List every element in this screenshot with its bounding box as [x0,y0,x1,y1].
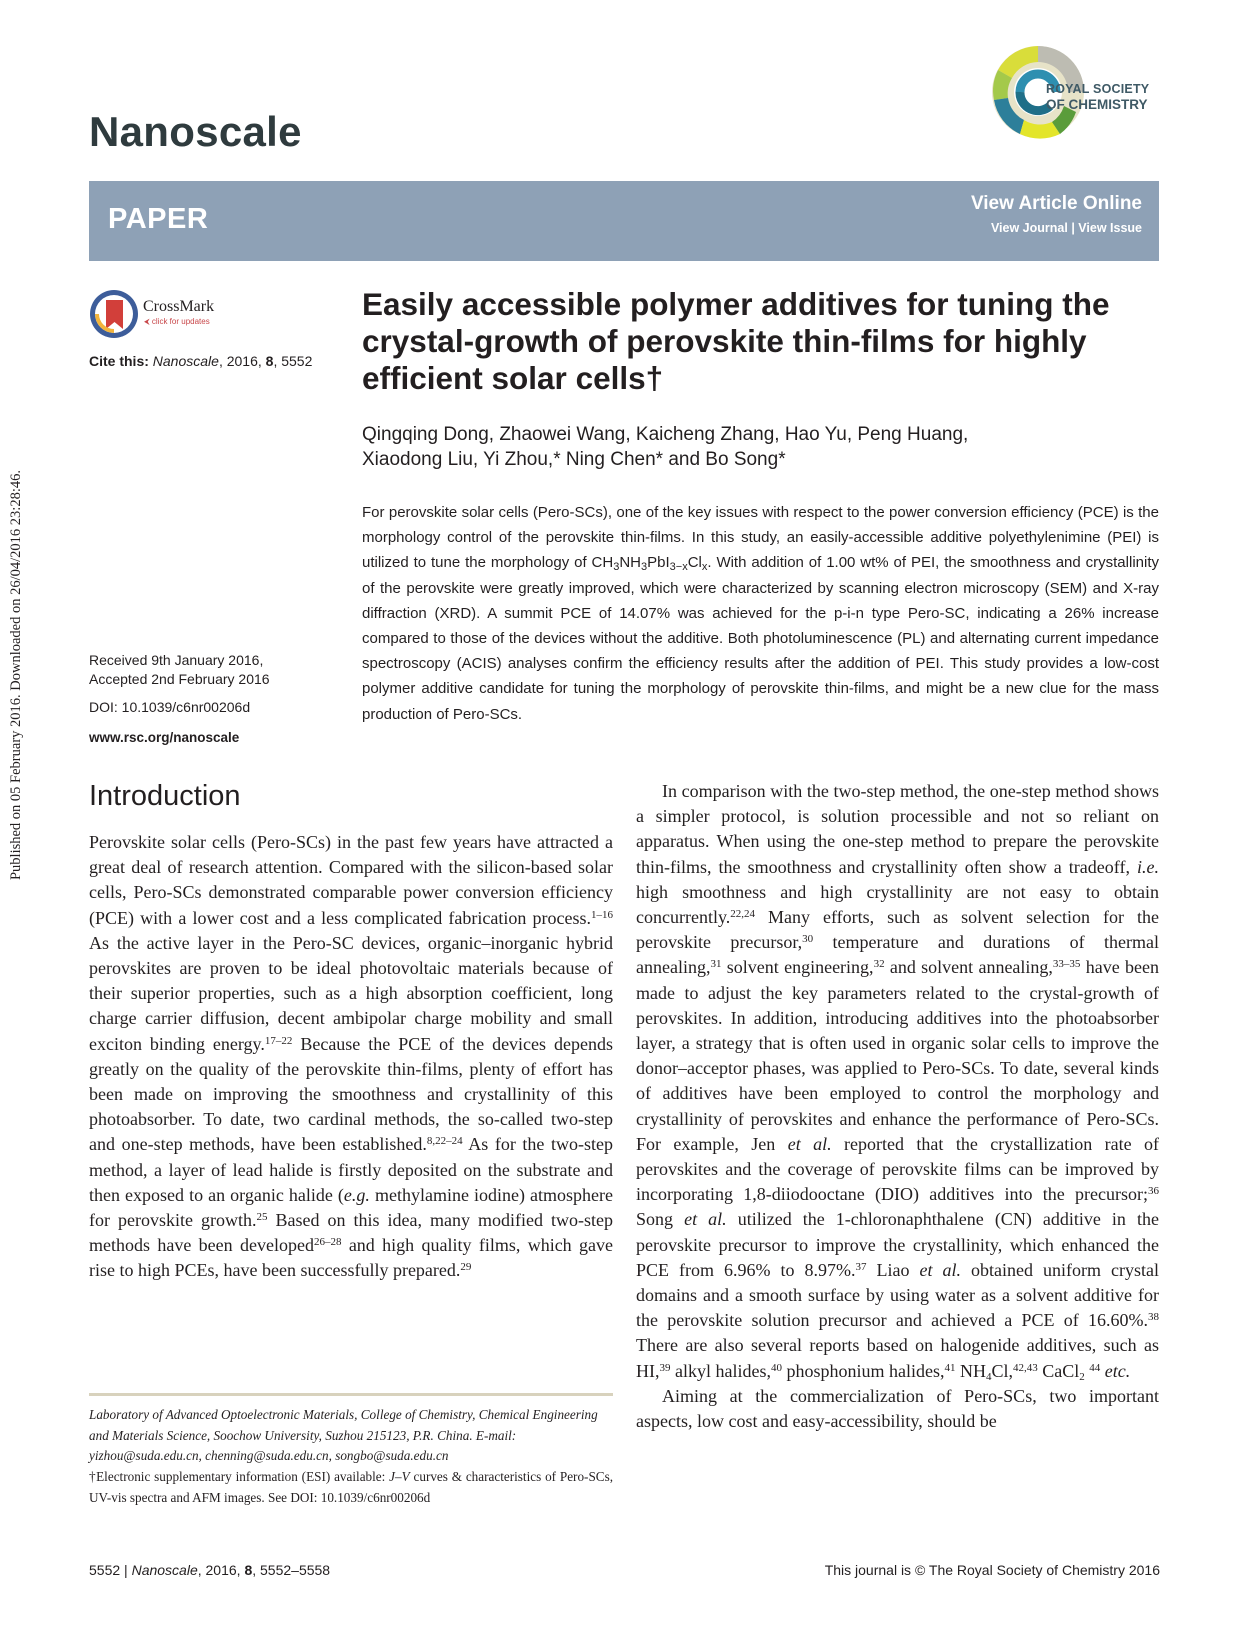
section-heading-introduction: Introduction [89,780,241,812]
article-type: PAPER [108,203,209,235]
view-article-online-link[interactable]: View Article Online [970,193,1142,214]
download-note: Published on 05 February 2016. Downloaded on 26/04/2016 23:28:46. [8,470,24,881]
received-dates [89,651,270,689]
rsc-logo-text [1046,82,1149,112]
abstract: For perovskite solar cells (Pero-SCs), one of the key issues with respect to the power conversion efficiency (PCE) is the morphology control of the perovskite thin-films. In this study, an easily-accessible additive polyethylenimine (PEI) is utilized to tune the morphology of $CH_3NH_3PbI_{3-x}Cl_x$. With addition of 1.00 wt% of PEI, the smoothness and crystallinity of the perovskite were greatly improved, which were characterized by scanning electron microscopy (SEM) and X-ray diffraction (XRD). A summit PCE of 14.07% was achieved for the p-i-n type Pero-SC, indicating a 26% increase compared to those of the devices without the additive. Both photoluminescence (PL) and alternating current impedance spectroscopy (ACIS) analyses confirm the efficiency results after the addition of PEI. This study provides a low-cost polymer additive candidate for tuning the morphology of perovskite thin-films, and might be a new clue for the mass production of Pero-SCs. [362,504,1159,723]
crossmark-label[interactable]: CrossMark [143,298,215,315]
paragraph: In comparison with the two-step method, the one-step method shows a simpler protocol, is solution processible and not so reliant on apparatus. When using the one-step method to prepare the perovskite thin-films, the smoothness and crystallinity often show a tradeoff, i.e. high smoothness and high crystallinity are not easy to obtain concurrently.$^{22,24}$ Many efforts, such as solvent selection for the perovskite precursor,$^{30}$ temperature and durations of thermal annealing,$^{31}$ solvent engineering,$^{32}$ and solvent annealing,$^{33-35}$ have been made to adjust the key parameters related to the crystal-growth of perovskites. In addition, introducing additives into the photoabsorber layer, a strategy that is often used in organic solar cells to improve the donor–acceptor phases, was applied to Pero-SCs. To date, several kinds of additives have been employed to control the morphology and crystallinity of perovskites and enhance the performance of Pero-SCs. For example, Jen et al. reported that the crystallization rate of perovskites and the coverage of perovskite films can be improved by incorporating 1,8-diiodooctane (DIO) additives into the precursor;$^{36}$ Song et al. utilized the 1-chloronaphthalene (CN) additive in the perovskite precursor to improve the crystallinity, which enhanced the PCE from 6.96% to 8.97%.$^{37}$ Liao et al. obtained uniform crystal domains and a smooth surface by using water as a solvent additive for the perovskite solution precursor and achieved a PCE of 16.60%.$^{38}$ There are also several reports based on halogenide additives, such as HI,$^{39}$ alkyl halides,$^{40}$ phosphonium halides,$^{41}$ $NH_4Cl,^{42,43}$ CaCl$_2$ $^{44}$ etc. [636,781,1159,1383]
citation-line: Cite this: Nanoscale, 2016, 8, 5552 [89,353,313,369]
body-column-right [636,779,1159,1434]
authors-line-2: Xiaodong Liu, Yi Zhou,* Ning Chen* and Bo Song* [362,449,786,470]
rsc-logo-line2: OF CHEMISTRY [1046,97,1148,112]
rsc-logo-line1: ROYAL SOCIETY [1046,82,1150,96]
banner-links [991,221,1142,235]
copyright-notice: This journal is © The Royal Society of Chemistry 2016 [824,1562,1160,1578]
accepted-date: Accepted 2nd February 2016 [89,671,270,687]
link-separator: | [1071,221,1075,235]
footnote-divider [89,1393,613,1396]
affiliation: Laboratory of Advanced Optoelectronic Materials, College of Chemistry, Chemical Engineering and Materials Science, Soochow University, Suzhou 215123, P.R. China. E-mail: yizhou@suda.edu.cn, chenning@suda.edu.cn, songbo@suda.edu.cn [89,1407,598,1463]
doi[interactable]: DOI: 10.1039/c6nr00206d [89,699,251,715]
paragraph: Perovskite solar cells (Pero-SCs) in the past few years have attracted a great deal of research attention. Compared with the silicon-based solar cells, Pero-SCs demonstrated comparable power conversion efficiency (PCE) with a lower cost and a less complicated fabrication process.$^{1-16}$ As the active layer in the Pero-SC devices, organic–inorganic hybrid perovskites are proven to be ideal photovoltaic materials because of their superior properties, such as a high absorption coefficient, long charge carrier diffusion, decent ambipolar charge mobility and small exciton binding energy.$^{17-22}$ Because the PCE of the devices depends greatly on the quality of the perovskite thin-films, plenty of effort has been made on improving the smoothness and crystallinity of this photoabsorber. To date, two cardinal methods, the so-called two-step and one-step methods, have been established.$^{8,22-24}$ As for the two-step method, a layer of lead halide is firstly deposited on the substrate and then exposed to an organic halide (e.g. methylamine iodine) atmosphere for perovskite growth.$^{25}$ Based on this idea, many modified two-step methods have been developed$^{26-28}$ and high quality films, which gave rise to high PCEs, have been successfully prepared.$^{29}$ [89,832,614,1281]
journal-url-link[interactable]: www.rsc.org/nanoscale [89,730,240,745]
crossmark-icon[interactable] [89,289,139,339]
body-column-left [89,830,613,1284]
esi-footnote: †Electronic supplementary information (ESI) available: J–V curves & characteristics of Pero-SCs, UV-vis spectra and AFM images. See DOI: 10.1039/c6nr00206d [89,1469,613,1505]
page-footer-left: 5552 | Nanoscale, 2016, 8, 5552–5558 [89,1562,331,1578]
received-date: Received 9th January 2016, [89,652,264,668]
journal-title: Nanoscale [89,108,302,155]
view-issue-link[interactable]: View Issue [1078,221,1142,235]
authors-line-1: Qingqing Dong, Zhaowei Wang, Kaicheng Zhang, Hao Yu, Peng Huang, [362,424,969,445]
article-title: Easily accessible polymer additives for tuning the crystal-growth of perovskite thin-films for highly efficient solar cells† [362,286,1110,396]
author-list [362,422,1142,472]
arrow-left-icon: ⮜ [144,317,152,326]
view-journal-link[interactable]: View Journal [990,221,1068,235]
paragraph: Aiming at the commercialization of Pero-SCs, two important aspects, low cost and easy-accessibility, should be [636,1385,1159,1432]
crossmark-sublabel[interactable]: ⮜ click for updates [144,317,210,326]
